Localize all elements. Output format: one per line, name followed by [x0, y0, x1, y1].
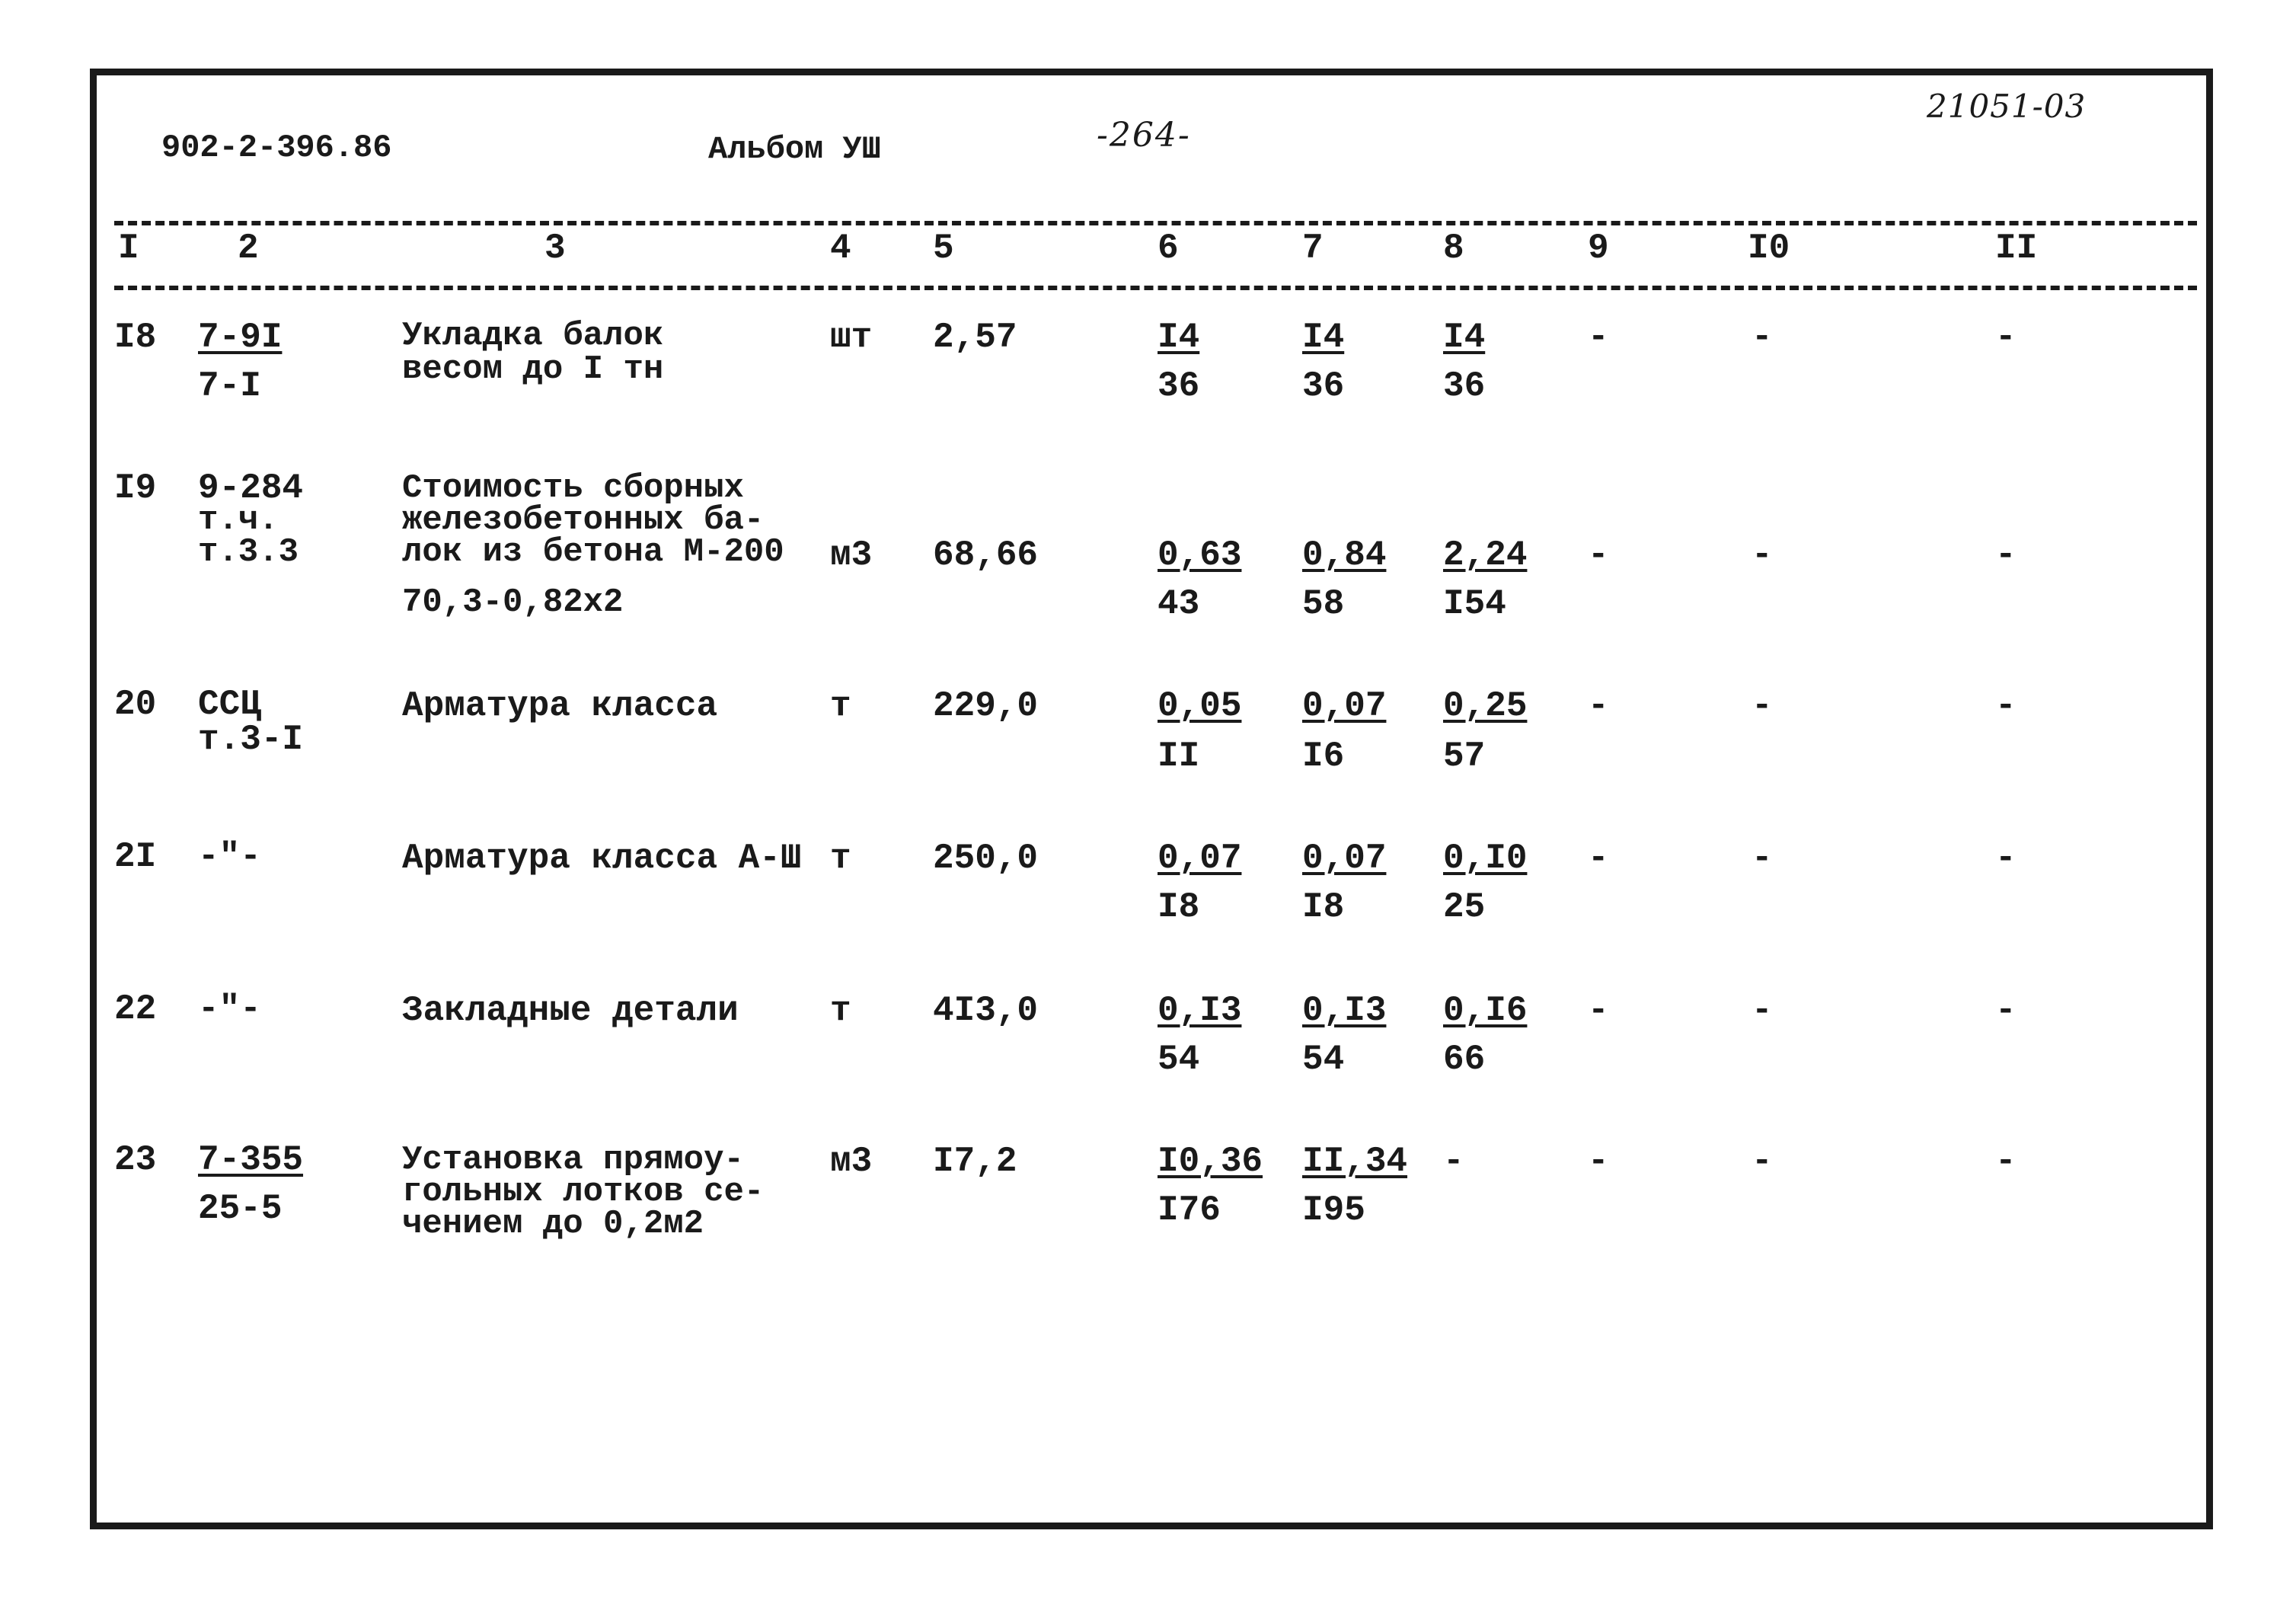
work-name: Установка прямоу-: [402, 1141, 744, 1179]
row-number: I8: [114, 318, 157, 357]
col10: -: [1752, 839, 1773, 878]
col7-bottom: 54: [1302, 1040, 1345, 1079]
row-number: I9: [114, 468, 157, 508]
work-name: Укладка балок: [402, 317, 664, 355]
col6-top: 0,05: [1158, 686, 1242, 726]
col6-top: 0,I3: [1158, 991, 1242, 1030]
work-name: Стоимость сборных: [402, 469, 744, 507]
norm-code: 9-284: [198, 468, 304, 508]
col7-top: 0,07: [1302, 686, 1387, 726]
norm-code-sub: 25-5: [198, 1189, 283, 1229]
col6-bottom: I76: [1158, 1190, 1221, 1230]
col9: -: [1588, 318, 1609, 357]
quantity: 68,66: [933, 535, 1039, 575]
work-name: гольных лотков се-: [402, 1173, 765, 1211]
col10: -: [1752, 535, 1773, 575]
col8-bottom: 66: [1443, 1040, 1486, 1079]
work-name: Закладные детали: [402, 991, 739, 1030]
col-header-11: II: [1995, 228, 2038, 268]
norm-code-sub: т.ч.: [198, 501, 279, 539]
col7-top: 0,07: [1302, 839, 1387, 878]
col-header-9: 9: [1588, 228, 1609, 268]
col-header-10: I0: [1748, 228, 1790, 268]
col11: -: [1995, 535, 2017, 575]
col-header-7: 7: [1302, 228, 1324, 268]
col-header-5: 5: [933, 228, 954, 268]
norm-code-sub: т.3-I: [198, 720, 304, 759]
col8-top: 0,I0: [1443, 839, 1528, 878]
col6-bottom: 43: [1158, 584, 1200, 624]
work-name: лок из бетона М-200: [402, 533, 784, 571]
norm-code: -"-: [198, 989, 261, 1029]
col10: -: [1752, 686, 1773, 726]
col7-bottom: I8: [1302, 887, 1345, 927]
norm-code: ССЦ: [198, 685, 261, 724]
quantity: 229,0: [933, 686, 1039, 726]
unit: м3: [830, 535, 873, 575]
norm-code: 7-355: [198, 1140, 304, 1180]
col7-top: I4: [1302, 318, 1345, 357]
col9: -: [1588, 839, 1609, 878]
col9: -: [1588, 535, 1609, 575]
col8-top: 0,I6: [1443, 991, 1528, 1030]
col7-bottom: I95: [1302, 1190, 1365, 1230]
work-name: чением до 0,2м2: [402, 1205, 704, 1243]
col9: -: [1588, 686, 1609, 726]
col7-bottom: 36: [1302, 366, 1345, 406]
row-number: 23: [114, 1140, 157, 1180]
col6-bottom: 36: [1158, 366, 1200, 406]
col-header-1: I: [118, 228, 139, 268]
col7-bottom: I6: [1302, 736, 1345, 776]
col6-bottom: II: [1158, 736, 1200, 776]
project-code: 902-2-396.86: [161, 129, 392, 166]
col8-top: 2,24: [1443, 535, 1528, 575]
work-name: 70,3-0,82х2: [402, 583, 624, 621]
unit: т: [830, 686, 851, 726]
album-label: Альбом УШ: [708, 131, 881, 168]
norm-code-sub: т.3.3: [198, 533, 299, 571]
col8: -: [1443, 1142, 1464, 1181]
work-name: Арматура класса: [402, 686, 718, 726]
col6-top: I4: [1158, 318, 1200, 357]
col11: -: [1995, 318, 2017, 357]
norm-code: -"-: [198, 837, 261, 877]
col-header-4: 4: [830, 228, 851, 268]
col8-top: 0,25: [1443, 686, 1528, 726]
quantity: 4I3,0: [933, 991, 1039, 1030]
col6-top: 0,07: [1158, 839, 1242, 878]
document-number: 21051-03: [1927, 88, 2087, 125]
col7-bottom: 58: [1302, 584, 1345, 624]
col6-bottom: I8: [1158, 887, 1200, 927]
col7-top: II,34: [1302, 1142, 1408, 1181]
col7-top: 0,84: [1302, 535, 1387, 575]
header-bottom-rule: [114, 286, 2197, 290]
col8-bottom: 36: [1443, 366, 1486, 406]
row-number: 22: [114, 989, 157, 1029]
col9: -: [1588, 991, 1609, 1030]
header-top-rule: [114, 221, 2197, 225]
unit: т: [830, 991, 851, 1030]
col6-top: 0,63: [1158, 535, 1242, 575]
col11: -: [1995, 686, 2017, 726]
work-name: Арматура класса А-Ш: [402, 839, 802, 878]
col11: -: [1995, 1142, 2017, 1181]
unit: м3: [830, 1142, 873, 1181]
col11: -: [1995, 839, 2017, 878]
work-name: весом до I тн: [402, 350, 664, 388]
row-number: 20: [114, 685, 157, 724]
col-header-6: 6: [1158, 228, 1179, 268]
col10: -: [1752, 1142, 1773, 1181]
col8-bottom: 57: [1443, 736, 1486, 776]
col8-bottom: I54: [1443, 584, 1506, 624]
quantity: 250,0: [933, 839, 1039, 878]
page-number: -264-: [1097, 116, 1191, 155]
unit: шт: [830, 318, 873, 357]
col-header-3: 3: [544, 228, 566, 268]
quantity: I7,2: [933, 1142, 1017, 1181]
col7-top: 0,I3: [1302, 991, 1387, 1030]
row-number: 2I: [114, 837, 157, 877]
col10: -: [1752, 318, 1773, 357]
norm-code: 7-9I: [198, 318, 283, 357]
work-name: железобетонных ба-: [402, 501, 765, 539]
col9: -: [1588, 1142, 1609, 1181]
col-header-2: 2: [238, 228, 259, 268]
col10: -: [1752, 991, 1773, 1030]
unit: т: [830, 839, 851, 878]
col6-bottom: 54: [1158, 1040, 1200, 1079]
col11: -: [1995, 991, 2017, 1030]
quantity: 2,57: [933, 318, 1017, 357]
col-header-8: 8: [1443, 228, 1464, 268]
col6-top: I0,36: [1158, 1142, 1263, 1181]
col8-bottom: 25: [1443, 887, 1486, 927]
norm-code-sub: 7-I: [198, 366, 261, 406]
col8-top: I4: [1443, 318, 1486, 357]
